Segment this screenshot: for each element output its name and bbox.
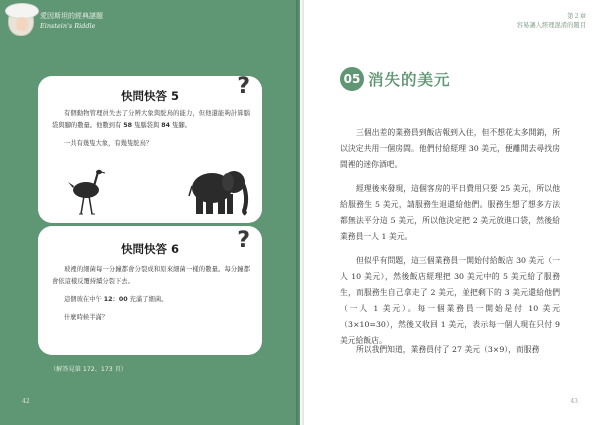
chapter-number: 第２章 — [567, 13, 586, 20]
series-header — [8, 6, 103, 36]
body-paragraph: 所以我們知道，業務員付了 27 美元（3×9），而服務 — [356, 345, 540, 354]
right-page — [300, 0, 600, 425]
einstein-avatar-icon — [8, 6, 34, 36]
quiz-card-6 — [38, 226, 262, 355]
body-paragraph: 三個出差的業務員到飯店報到入住，但不想花太多開銷，所以決定共用一個房間。他們付給經理 30 美元，便離開去尋找房間裡的迷你酒吧。 — [340, 128, 560, 169]
chapter-heading: 容易讓人經理混淆的題目 — [516, 22, 586, 29]
chapter-header — [517, 12, 586, 30]
answer-reference: （解答見第 172、173 頁） — [50, 366, 128, 373]
series-subtitle: Einstein's Riddle — [40, 22, 96, 30]
elephant-icon — [188, 166, 252, 216]
body-paragraph: 經理後來發現，這個客房的平日費用只要 25 美元，所以他給服務生 5 美元，請服務生退還給他們。服務生想了想多方法都無法平分這 5 美元，所以他決定把 2 美元放進口袋，然後給業務員一人 1 美元。 — [340, 184, 560, 241]
question-mark-icon: ? — [237, 228, 250, 253]
quiz-body — [52, 108, 250, 150]
book-gutter — [296, 0, 304, 425]
quiz-paragraph: 玻裡的細菌每一分鐘都會分裂成和原來細菌一樣的數量。每分鐘都會依這樣反覆持續分裂下去。 — [52, 266, 250, 285]
ostrich-icon — [66, 168, 106, 216]
body-paragraph: 但似乎有問題，這三個業務員一開始付給飯店 30 美元（一人 10 美元），然後飯店經理把 30 美元中的 5 美元給了服務生，而服務生自己拿走了 2 美元，並把剩下的 3 美元還給他們（一人 1 美元）。每一個業務員一開始是付 10 美元（3×10=30），然後又收回 1 美元，表示每一個人現在只付 9 美元給飯店。 — [340, 256, 560, 345]
quiz-paragraph: 這個玻在中午 12：00 充滿了細菌。 — [64, 296, 168, 303]
question-mark-icon: ? — [237, 74, 250, 99]
quiz-card-5 — [38, 76, 262, 223]
quiz-question: 什麼時候半滿？ — [64, 314, 109, 321]
quiz-question: 一共有幾隻大象，有幾隻鴕鳥？ — [64, 140, 153, 147]
page-number-right: 43 — [570, 398, 578, 405]
quiz-title: 快問快答 5 — [120, 89, 179, 103]
page-number-left: 42 — [22, 398, 30, 405]
quiz-paragraph: 有個動物管理員失去了分辨大象與鴕鳥的能力，但他還能夠計算腦袋與腳的數量。他數到有 58 隻腦袋與 84 隻腳。 — [52, 110, 250, 129]
quiz-body — [52, 264, 250, 324]
quiz-title: 快問快答 6 — [120, 242, 179, 256]
section-title: 消失的美元 — [368, 70, 451, 89]
series-title: 愛因斯坦的經典謎題 — [40, 12, 103, 20]
section-number-badge: 05 — [340, 67, 364, 91]
